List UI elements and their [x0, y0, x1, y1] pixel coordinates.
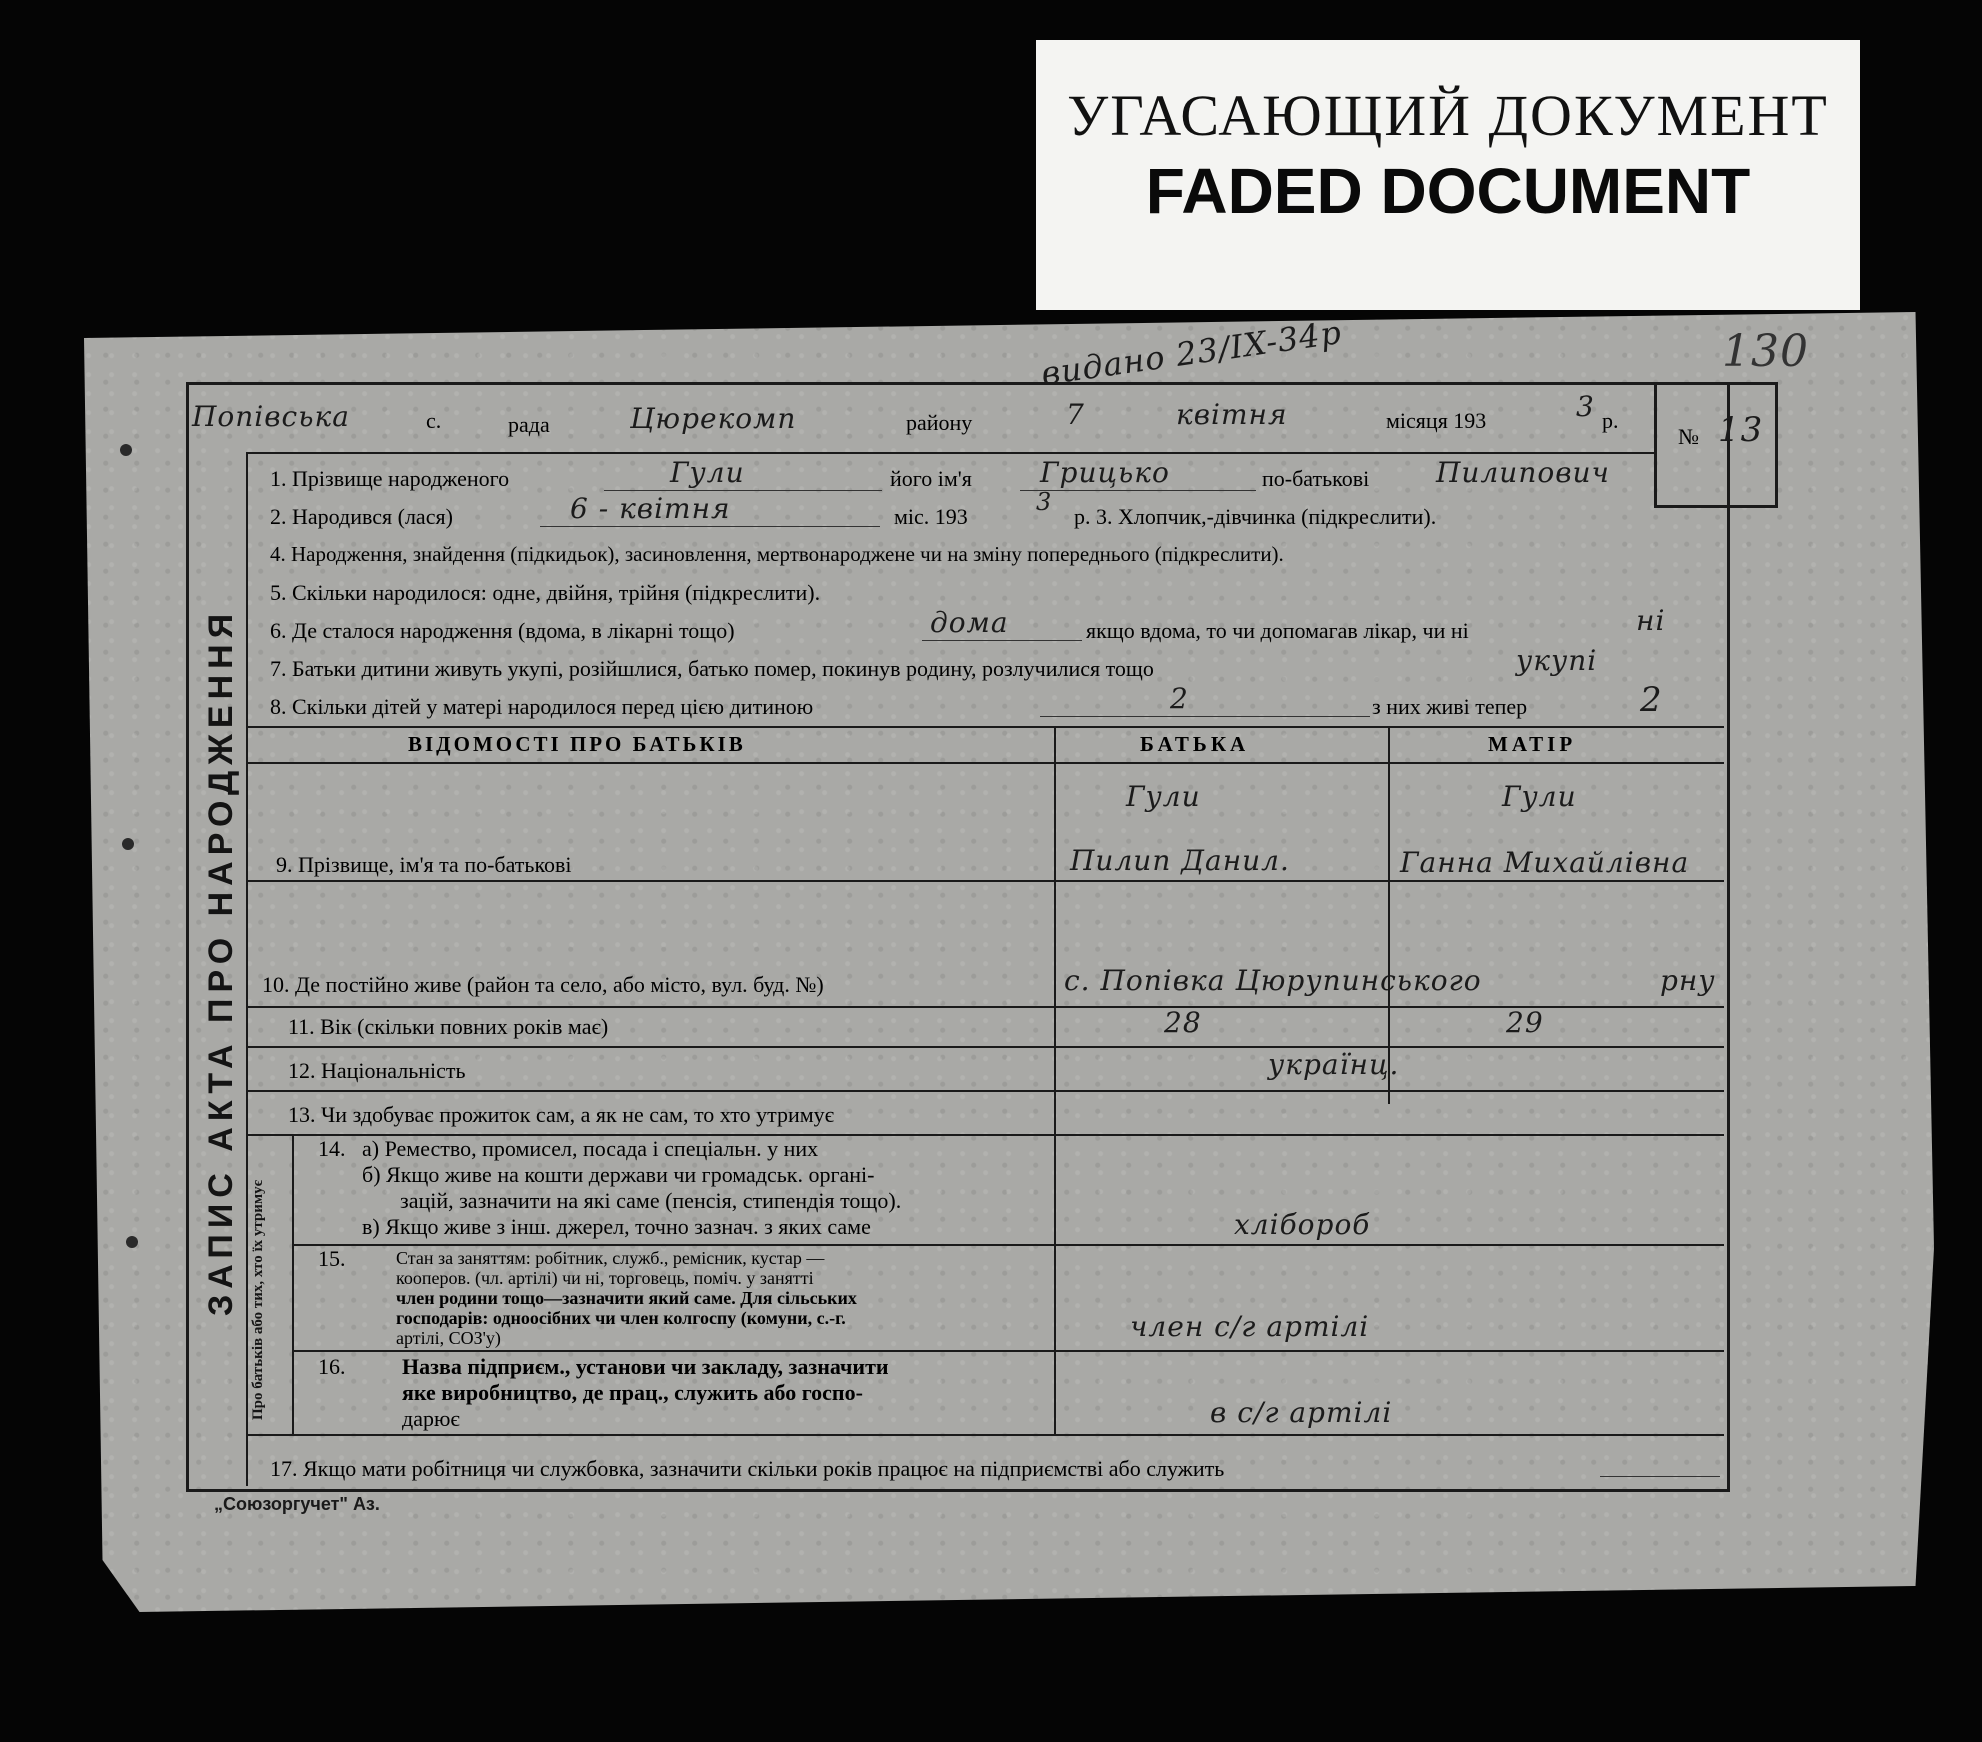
- nationality: українц.: [1268, 1048, 1400, 1081]
- number-label: №: [1678, 424, 1699, 449]
- row15-l5: артілі, СОЗ'у): [396, 1328, 501, 1348]
- residence-tail: рну: [1660, 964, 1716, 997]
- row15-divider: [292, 1350, 1724, 1352]
- row16-l3: дарює: [402, 1406, 460, 1431]
- row10-divider: [246, 1006, 1724, 1008]
- label-russian: УГАСАЮЩИЙ ДОКУМЕНТ: [1067, 83, 1829, 148]
- mother-surname: Гули: [1502, 780, 1577, 813]
- row16-num: 16.: [318, 1354, 346, 1379]
- village-name: Попівська: [192, 400, 350, 433]
- row9-divider: [246, 880, 1724, 882]
- row11-label: 11. Вік (скільки повних років має): [288, 1014, 609, 1039]
- record-number: 13: [1718, 410, 1764, 450]
- row14-b2: зацій, зазначити на які саме (пенсія, стипендія тощо).: [400, 1188, 902, 1213]
- row1-label: 1. Прізвище народженого: [270, 466, 510, 491]
- row16-l2: яке виробництво, де прац., служить або госпо-: [402, 1380, 863, 1405]
- doctor-answer: ні: [1636, 604, 1666, 637]
- row14-b1: б) Якщо живе на кошти держави чи громадськ. органі-: [362, 1162, 875, 1187]
- faded-document-label: [1036, 40, 1860, 310]
- row15-l4: господарів: одноосібних чи член колгоспу (комуни, с.-г.: [396, 1308, 846, 1328]
- fill-line: [922, 640, 1082, 641]
- parents-status: укупі: [1516, 644, 1598, 677]
- col-header-father: БАТЬКА: [1140, 732, 1250, 756]
- row15-l2: кооперов. (чл. артілі) чи ні, торговець, поміч. у занятті: [396, 1268, 814, 1288]
- month-value: квітня: [1176, 398, 1288, 431]
- occupation-side-title: Про батьків або тих, хто їх утримує: [250, 1179, 266, 1420]
- occupation-subcolumn: [292, 1134, 294, 1434]
- row11-divider: [246, 1046, 1724, 1048]
- row10-label: 10. Де постійно живе (район та село, або місто, вул. буд. №): [262, 972, 824, 997]
- residence: с. Попівка Цюрупинського: [1064, 964, 1482, 997]
- row14-c: в) Якщо живе з інш. джерел, точно зазнач. з яких саме: [362, 1214, 871, 1239]
- binding-hole: [122, 838, 134, 850]
- row14-num: 14.: [318, 1136, 346, 1161]
- issued-annotation: видано 23/IX-34р: [1038, 313, 1345, 393]
- father-surname: Гули: [1126, 780, 1201, 813]
- row16-l1: Назва підприєм., установи чи закладу, зазначити: [402, 1354, 889, 1379]
- month-label: місяця 193: [1386, 408, 1487, 433]
- row14-a: а) Ремество, промисел, посада і спеціальн. у них: [362, 1136, 819, 1161]
- fill-line: [1600, 1476, 1720, 1477]
- row2-mis-label: міс. 193: [894, 504, 968, 529]
- child-name: Грицько: [1040, 456, 1170, 489]
- row17-label: 17. Якщо мати робітниця чи службовка, зазначити скільки років працює на підприємстві або служить: [270, 1456, 1225, 1481]
- fill-line: [1020, 490, 1256, 491]
- birth-place: дома: [930, 606, 1009, 639]
- row8-alive-label: з них живі тепер: [1372, 694, 1528, 719]
- row12-divider: [246, 1090, 1724, 1092]
- father-age: 28: [1164, 1006, 1202, 1039]
- row9-label: 9. Прізвище, ім'я та по-батькові: [276, 852, 572, 877]
- birth-date: 6 - квітня: [570, 492, 731, 525]
- father-name: Пилип Данил.: [1070, 844, 1290, 877]
- row1-name-label: його ім'я: [890, 466, 972, 491]
- row14-divider: [292, 1244, 1724, 1246]
- occupation-status: член с/г артілі: [1130, 1310, 1370, 1343]
- row15-num: 15.: [318, 1246, 346, 1271]
- row7-label: 7. Батьки дитини живуть укупі, розійшлися, батько помер, покинув родину, розлучилися тощо: [270, 656, 1154, 681]
- rayon-label: району: [906, 410, 973, 435]
- s-label: с.: [426, 408, 442, 433]
- page-number: 130: [1722, 326, 1809, 377]
- prev-children: 2: [1170, 682, 1189, 715]
- rada-label: рада: [508, 412, 550, 437]
- district-name: Цюрекомп: [630, 402, 797, 435]
- year-digit: 3: [1576, 390, 1595, 423]
- mother-age: 29: [1506, 1006, 1544, 1039]
- printer-mark: „Союзоргучет" Аз.: [214, 1494, 380, 1514]
- row4-label: 4. Народження, знайдення (підкидьок), засиновлення, мертвонароджене чи на зміну попереднього (підкреслити).: [270, 542, 1284, 566]
- binding-hole: [120, 444, 132, 456]
- row8-label: 8. Скільки дітей у матері народилося перед цією дитиною: [270, 694, 814, 719]
- header-divider: [246, 452, 1654, 454]
- mother-name: Ганна Михайлівна: [1400, 846, 1690, 879]
- row15-l1: Стан за заняттям: робітник, служб., ремісник, кустар —: [396, 1248, 825, 1268]
- label-english: FADED DOCUMENT: [1145, 155, 1751, 227]
- table-top: [246, 726, 1724, 728]
- row16-divider: [246, 1434, 1724, 1436]
- col-header-info: ВІДОМОСТІ ПРО БАТЬКІВ: [408, 732, 746, 756]
- birth-year-digit: 3: [1036, 488, 1053, 516]
- occupation: хлібороб: [1234, 1208, 1371, 1241]
- day-value: 7: [1066, 398, 1085, 431]
- row2-gender: р. 3. Хлопчик,-дівчинка (підкреслити).: [1074, 504, 1437, 529]
- row6-question: якщо вдома, то чи допомагав лікар, чи ні: [1086, 618, 1469, 643]
- row1-patr-label: по-батькові: [1262, 466, 1370, 491]
- fill-line: [604, 490, 882, 491]
- row2-label: 2. Народився (лася): [270, 504, 453, 529]
- fill-line: [1040, 716, 1370, 717]
- table-header-bottom: [246, 762, 1724, 764]
- alive-children: 2: [1640, 680, 1663, 720]
- col-header-mother: МАТІР: [1488, 732, 1577, 756]
- r-label: р.: [1602, 408, 1619, 433]
- fill-line: [540, 526, 880, 527]
- row5-label: 5. Скільки народилося: одне, двійня, трійня (підкреслити).: [270, 580, 821, 605]
- side-divider: [246, 452, 248, 1486]
- row12-label: 12. Національність: [288, 1058, 466, 1083]
- binding-hole: [126, 1236, 138, 1248]
- side-title: ЗАПИС АКТА ПРО НАРОДЖЕННЯ: [202, 607, 240, 1316]
- row15-l3: член родини тощо—зазначити який саме. Для сільських: [396, 1288, 857, 1308]
- row6-label: 6. Де сталося народження (вдома, в лікарні тощо): [270, 618, 735, 643]
- workplace: в с/г артілі: [1210, 1396, 1393, 1429]
- child-patronymic: Пилипович: [1436, 456, 1610, 489]
- col-divider-father: [1054, 726, 1056, 1434]
- child-surname: Гули: [670, 456, 745, 489]
- row13-label: 13. Чи здобуває прожиток сам, а як не сам, то хто утримує: [288, 1102, 835, 1127]
